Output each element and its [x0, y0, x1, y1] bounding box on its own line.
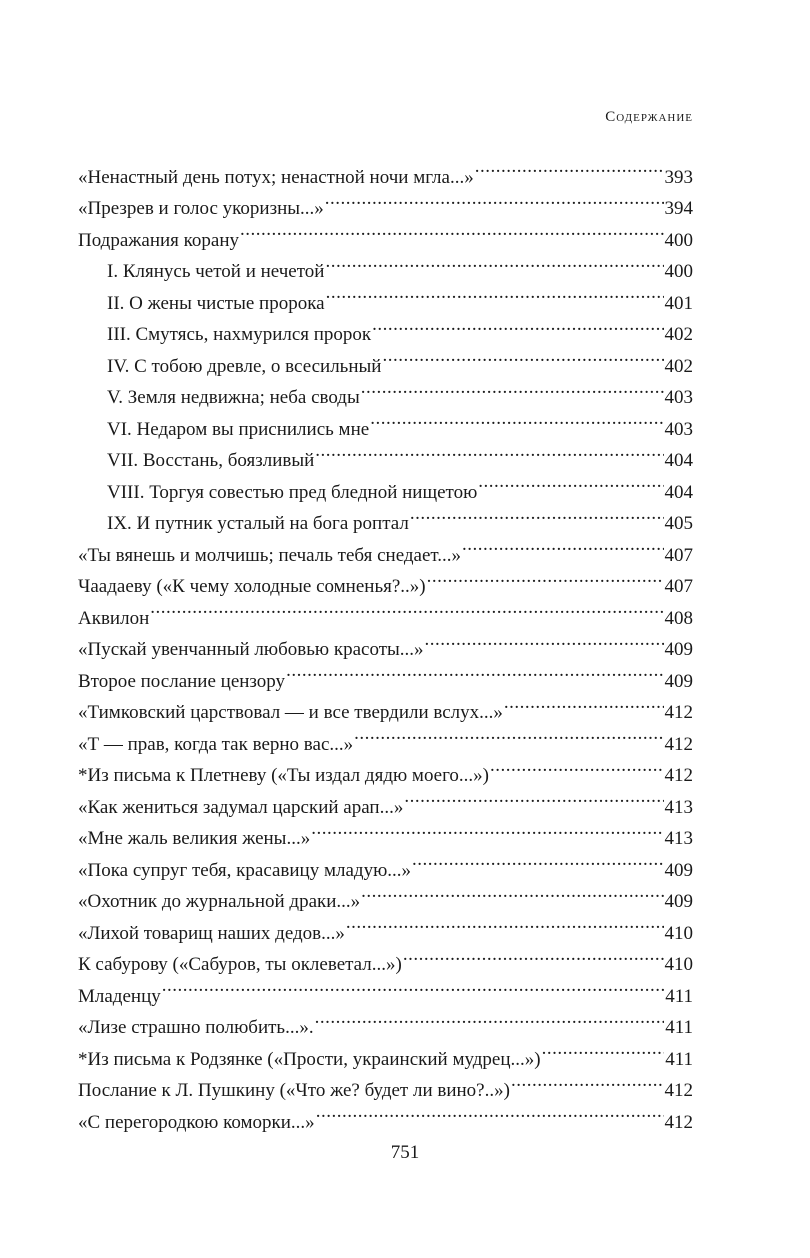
toc-entry-page: 413 — [664, 828, 693, 849]
dot-leader — [410, 498, 664, 530]
dot-leader — [315, 1002, 665, 1034]
toc-entry-page: 394 — [664, 198, 693, 219]
toc-entry-page: 413 — [664, 796, 693, 818]
toc-entry-title: Младенцу — [78, 985, 161, 1007]
toc-entry-title: Второе послание цензору — [78, 670, 286, 692]
toc-entry-page: 412 — [664, 1111, 693, 1133]
toc-entry-page: 408 — [664, 607, 693, 629]
toc-entry-page: 405 — [664, 513, 693, 534]
dot-leader — [150, 592, 663, 624]
toc-entry-title: IX. И путник усталый на бога роптал — [107, 513, 409, 534]
dot-leader — [325, 246, 663, 278]
toc-entry — [78, 592, 693, 629]
dot-leader — [240, 214, 663, 246]
toc-entry-title: Аквилон — [78, 607, 150, 629]
toc-entry-title: «Ненастный день потух; ненастной ночи мгла...» — [78, 166, 474, 188]
toc-entry-page: 412 — [664, 1080, 693, 1101]
toc-entry-page: 412 — [664, 733, 693, 755]
dot-leader — [404, 781, 663, 813]
toc-entry-title: «Охотник до журнальной драки...» — [78, 891, 361, 912]
toc-entry-title: VIII. Торгуя совестью пред бледной нищетою — [107, 481, 478, 503]
toc-entry — [78, 970, 693, 1007]
dot-leader — [511, 1065, 664, 1097]
toc-entry-title: «Ты вянешь и молчишь; печаль тебя снедает...» — [78, 544, 462, 566]
toc-entry-title: Чаадаеву («К чему холодные сомненья?..») — [78, 576, 426, 597]
dot-leader — [504, 687, 664, 719]
dot-leader — [354, 718, 663, 750]
toc-entry-page: 404 — [664, 481, 693, 503]
toc-entry-page: 404 — [664, 450, 693, 471]
toc-entry-page: 407 — [664, 544, 693, 566]
dot-leader — [361, 876, 663, 908]
toc-entry-title: «Пускай увенчанный любовью красоты...» — [78, 639, 424, 660]
toc-entry-page: 407 — [664, 576, 693, 597]
toc-entry-page: 403 — [664, 418, 693, 440]
toc-entry-page: 403 — [664, 387, 693, 408]
dot-leader — [478, 466, 663, 498]
toc-entry — [78, 1002, 693, 1038]
toc-entry-title: «Лизе страшно полюбить...». — [78, 1017, 314, 1038]
toc-entry — [78, 151, 693, 188]
dot-leader — [361, 372, 664, 404]
toc-entry-page: 409 — [664, 891, 693, 912]
toc-entry-title: «Мне жаль великия жены...» — [78, 828, 311, 849]
dot-leader — [372, 309, 663, 341]
toc-entry-title: Послание к Л. Пушкину («Что же? будет ли вино?..») — [78, 1080, 510, 1101]
toc-entry-title: VII. Восстань, боязливый — [107, 450, 315, 471]
toc-entry-page: 411 — [665, 1017, 693, 1038]
toc-entry-page: 409 — [664, 670, 693, 692]
toc-entry-title: «Лихой товарищ наших дедов...» — [78, 922, 345, 944]
toc-entry-title: «Презрев и голос укоризны...» — [78, 198, 324, 219]
dot-leader — [315, 435, 663, 467]
dot-leader — [403, 939, 664, 971]
toc-entry-title: Подражания корану — [78, 229, 240, 251]
toc-entry — [78, 624, 693, 660]
dot-leader — [382, 340, 663, 372]
toc-entry-page: 409 — [664, 859, 693, 881]
dot-leader — [311, 813, 663, 845]
toc-entry-page: 410 — [664, 954, 693, 975]
toc-entry-title: VI. Недаром вы приснились мне — [107, 418, 370, 440]
running-head: Содержание — [605, 109, 693, 125]
dot-leader — [325, 183, 664, 215]
toc-entry-title: «Тимковский царствовал — и все твердили вслух...» — [78, 702, 503, 723]
toc-entry-page: 411 — [665, 1048, 693, 1070]
dot-leader — [490, 750, 663, 782]
dot-leader — [286, 655, 663, 687]
toc-entry-page: 401 — [664, 292, 693, 314]
dot-leader — [462, 529, 663, 561]
dot-leader — [427, 561, 664, 593]
dot-leader — [412, 844, 663, 876]
toc-entry-title: I. Клянусь четой и нечетой — [107, 261, 325, 282]
dot-leader — [425, 624, 664, 656]
toc-entry-title: IV. С тобою древле, о всесильный — [107, 355, 382, 377]
toc-entry-page: 409 — [664, 639, 693, 660]
toc-entry-title: «Т — прав, когда так верно вас...» — [78, 733, 354, 755]
toc-entry-page: 400 — [664, 229, 693, 251]
dot-leader — [326, 277, 664, 309]
toc-entry-page: 402 — [664, 355, 693, 377]
toc-entry-page: 412 — [664, 702, 693, 723]
dot-leader — [370, 403, 663, 435]
toc-entry-page: 412 — [664, 765, 693, 786]
toc-entry-title: «Пока супруг тебя, красавицу младую...» — [78, 859, 412, 881]
page-number: 751 — [390, 1142, 420, 1163]
toc-entry-title: «С перегородкою коморки...» — [78, 1111, 315, 1133]
dot-leader — [542, 1033, 665, 1065]
toc-entry-title: *Из письма к Родзянке («Прости, украинский мудрец...») — [78, 1048, 541, 1070]
toc-entry-title: *Из письма к Плетневу («Ты издал дядю моего...») — [78, 765, 490, 786]
toc-entry-title: II. О жены чистые пророка — [107, 292, 325, 314]
dot-leader — [475, 151, 664, 183]
table-of-contents — [78, 151, 693, 1133]
toc-entry-title: «Как жениться задумал царский арап...» — [78, 796, 404, 818]
toc-entry-page: 400 — [664, 261, 693, 282]
toc-entry-page: 393 — [664, 166, 693, 188]
toc-entry-page: 411 — [665, 985, 693, 1007]
toc-entry-title: V. Земля недвижна; неба своды — [107, 387, 360, 408]
toc-entry-page: 402 — [664, 324, 693, 345]
toc-entry-title: III. Смутясь, нахмурился пророк — [107, 324, 372, 345]
dot-leader — [316, 1096, 664, 1128]
toc-entry-page: 410 — [664, 922, 693, 944]
toc-entry-title: К сабурову («Сабуров, ты оклеветал...») — [78, 954, 402, 975]
dot-leader — [162, 970, 664, 1002]
dot-leader — [346, 907, 664, 939]
